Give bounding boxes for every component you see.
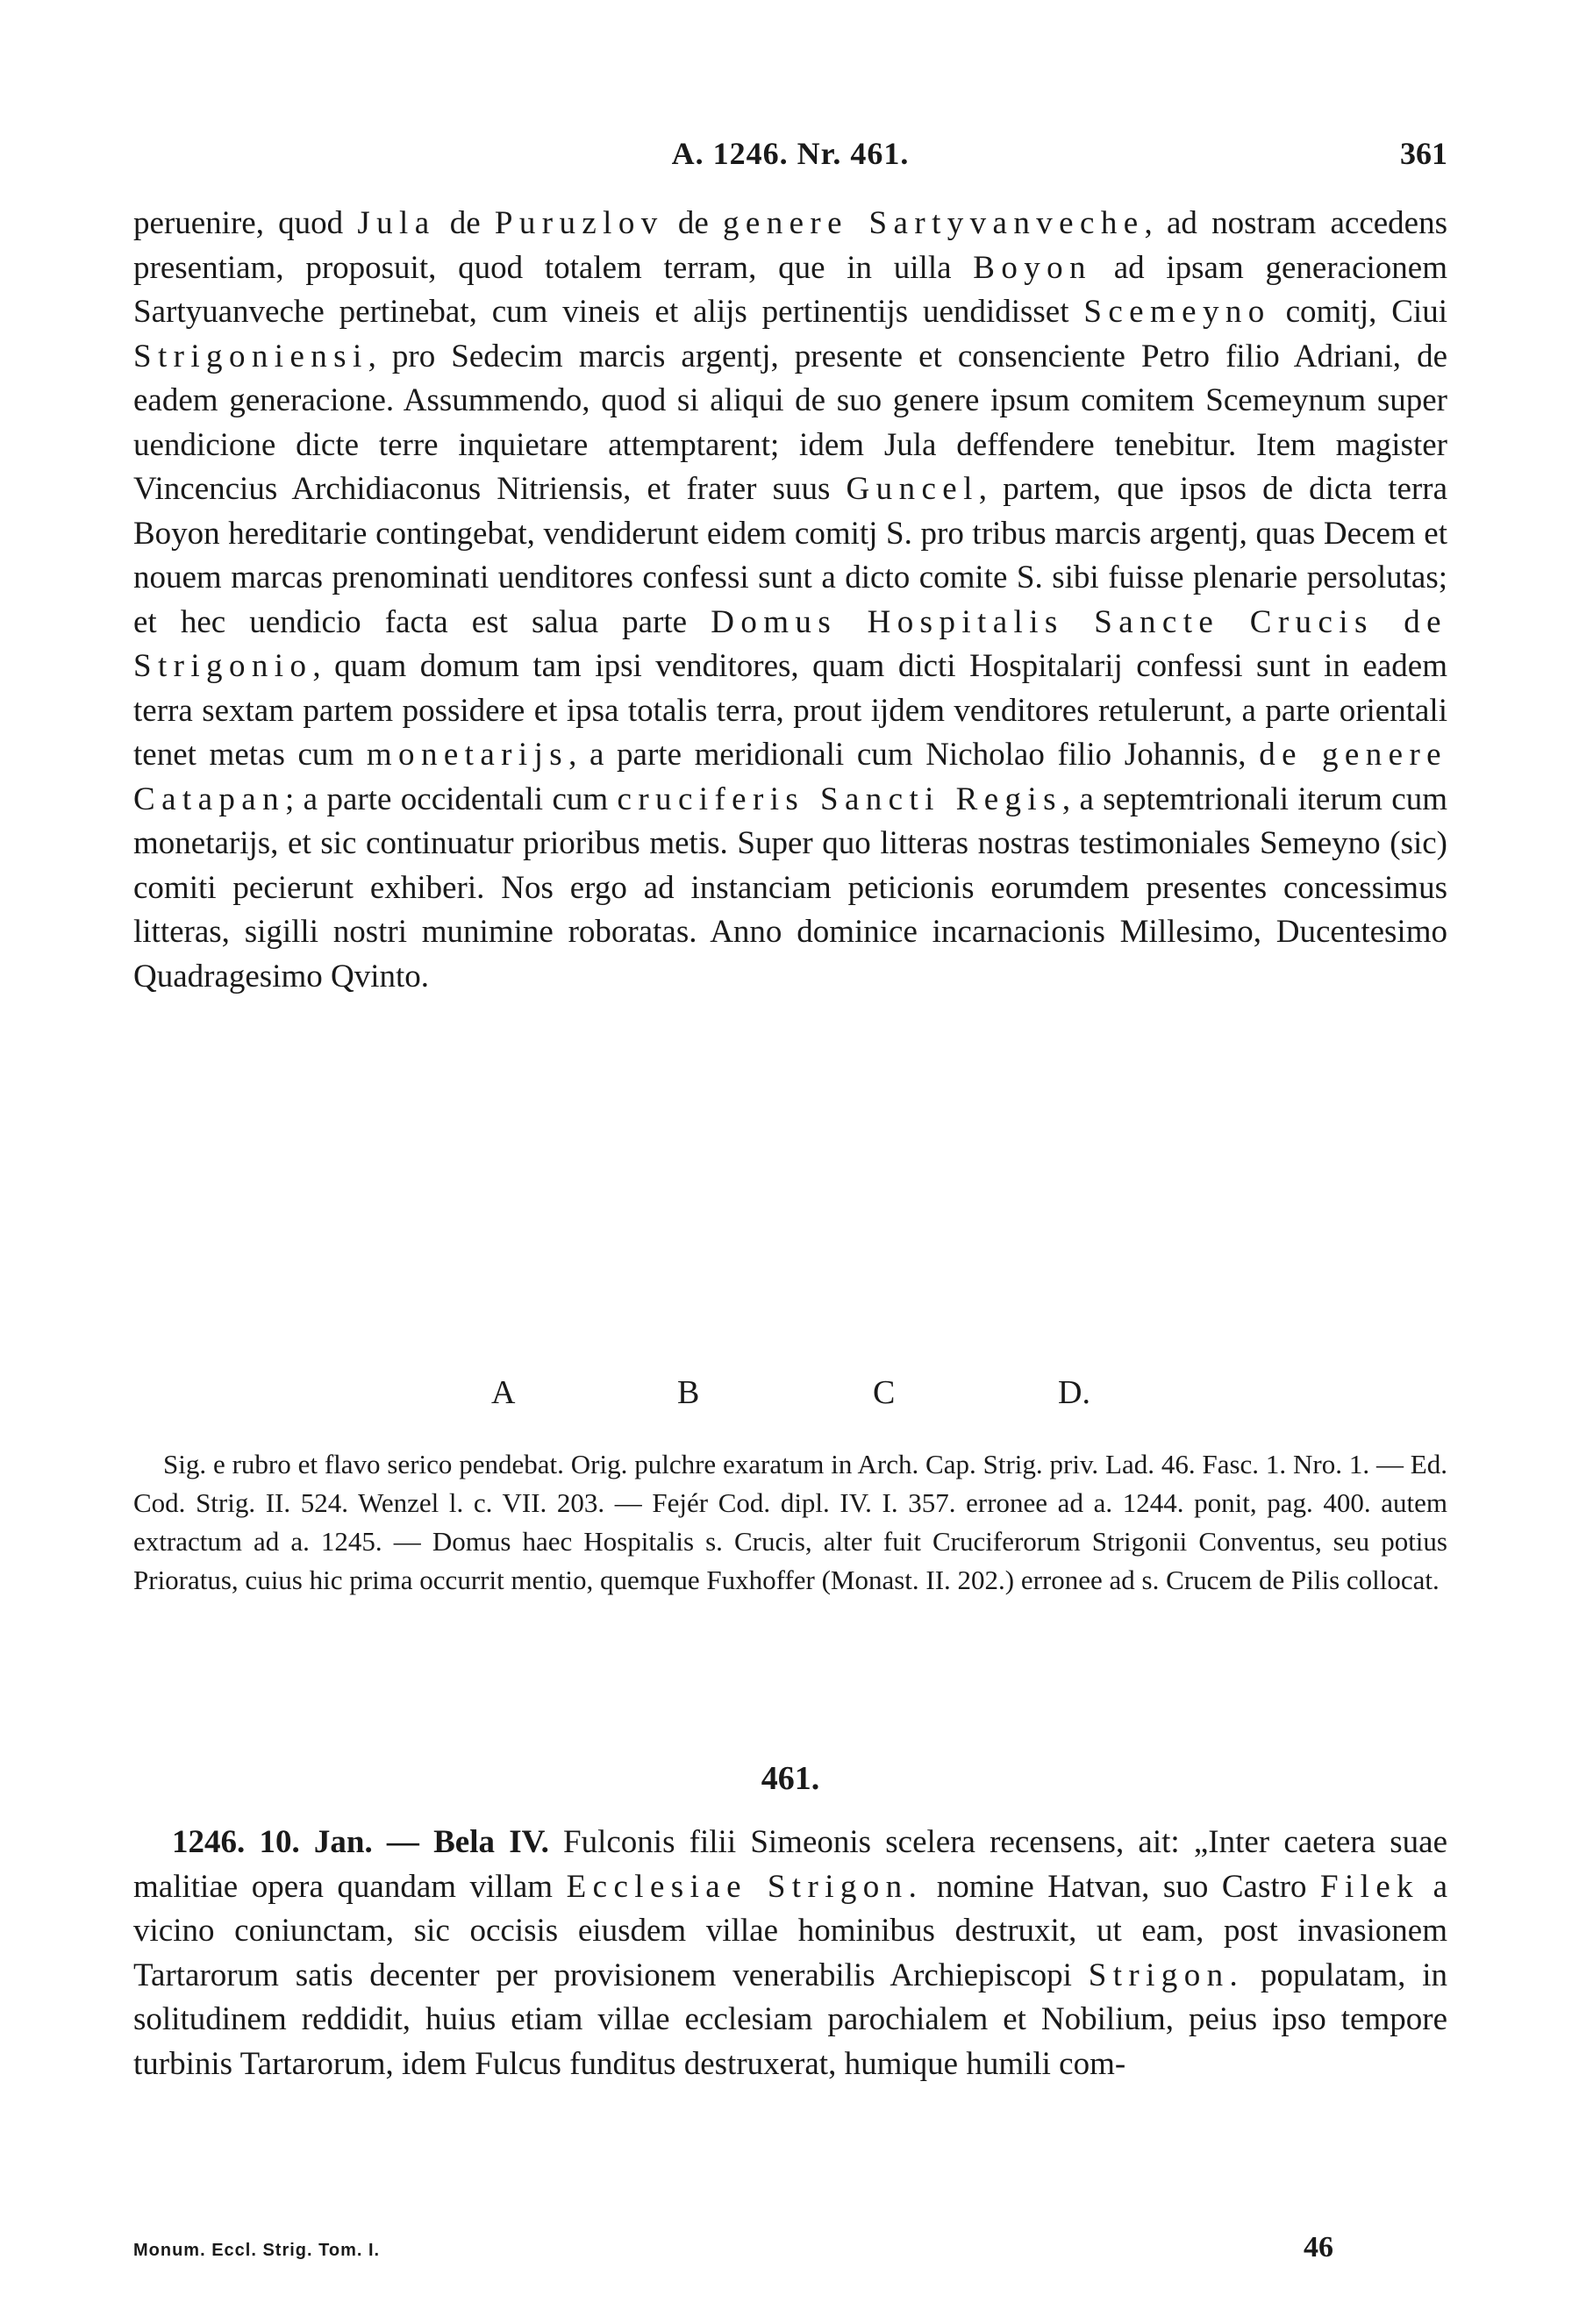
source-note-text: Sig. e rubro et flavo serico pendebat. Orig. pulchre exaratum in Arch. Cap. Strig. priv. Lad. 46. Fasc. 1. Nro. 1. — Ed. Cod. Strig. II. 524. Wenzel l. c. VII. 203. — Fejér Cod. dipl. IV. I. 357. erronee ad a. 1244. ponit, pag. 400. autem extractum ad a. 1245. — Domus haec Hospitalis s. Crucis, alter fuit Cruciferorum Strigonii Conventus, seu potius Prioratus, cuius hic prima occurrit mentio, quemque Fuxhoffer (Monast. II. 202.) erronee ad s. Crucem de Pilis collocat. (133, 1449, 1447, 1595)
charter-paragraph (133, 202, 1447, 999)
chirograph-letter-a: A (491, 1374, 516, 1411)
text-run: de (663, 205, 723, 241)
footer-signature: Monum. Eccl. Strig. Tom. I. (133, 2241, 381, 2260)
spaced-name: de genere Catapan (133, 737, 1447, 817)
charter-text (133, 202, 1447, 999)
spaced-name: Jula (357, 205, 436, 241)
text-run: nomine Hatvan, suo Castro (923, 1868, 1320, 1905)
text-run: , a parte meridionali cum Nicholao filio Johannis, (568, 737, 1260, 773)
text-run: Fulconis filii Simeonis scelera recensens, ait: „Inter caetera suae malitiae opera quandam villam (133, 1824, 1447, 1905)
page-number: 361 (1400, 136, 1447, 171)
sheet-number: 46 (1304, 2231, 1333, 2263)
text-run: a vicino coniunctam, sic occisis eiusdem villae hominibus destruxit, ut eam, post invasionem Tartarorum satis decenter per provisionem venerabilis Archiepiscopi (133, 1868, 1447, 1993)
spaced-name: cruciferis Sancti Regis (617, 781, 1062, 817)
text-run: , ad nostram accedens presentiam, proposuit, quod totalem terram, que in uilla (133, 205, 1447, 286)
text-run: , pro Sedecim marcis argentj, presente et consenciente Petro filio Adriani, de eadem generacione. Assummendo, quod si aliqui de suo genere ipsum comitem Scemeynum super uendicione dicte terre inquietare attemptarent; idem Jula deffendere tenebitur. Item magister Vincencius Archidiaconus Nitriensis, et frater suus (133, 338, 1447, 507)
spaced-name: Boyon (973, 249, 1092, 286)
document-page (133, 105, 1447, 2263)
text-run: populatam, in solitudinem reddidit, huius etiam villae ecclesiam parochialem et Nobilium, peius ipso tempore turbinis Tartarorum, idem Fulcus funditus destruxerat, humique humili com- (133, 1957, 1448, 2082)
spaced-name: Puruzlov (494, 205, 664, 241)
text-run: ; a parte occidentali cum (285, 781, 618, 817)
spaced-name: Domus Hospitalis Sancte Crucis de Strigonio (133, 603, 1447, 684)
spaced-name: genere Sartyvanveche (722, 205, 1145, 241)
text-run: ad ipsam generacionem Sartyuanveche pertinebat, cum vineis et alijs pertinentijs uendidisset (133, 249, 1447, 330)
document-number: 461. (761, 1760, 820, 1797)
chirograph-letters (133, 1368, 1447, 1417)
regest-paragraph (133, 1821, 1447, 2086)
regest-date-issuer: 1246. 10. Jan. — Bela IV. (172, 1824, 549, 1860)
running-head (133, 132, 1447, 175)
spaced-name: Strigoniensi (133, 338, 368, 374)
running-title: A. 1246. Nr. 461. (671, 136, 910, 171)
spaced-name: Ecclesiae Strigon. (566, 1868, 924, 1905)
page-footer (133, 2222, 1447, 2266)
text-run: comitj, Ciui (1270, 294, 1447, 330)
text-run: , partem, que ipsos de dicta terra Boyon hereditarie contingebat, vendiderunt eidem comitj S. pro tribus marcis argentj, quas Decem et nouem marcas prenominati uenditores confessi sunt a dicto comite S. sibi fuisse plenarie persolutas; et hec uendicio facta est salua parte (133, 471, 1447, 640)
spaced-name: Filek (1319, 1868, 1420, 1905)
spaced-name: monetarijs (366, 737, 569, 773)
spaced-name: Strigon. (1088, 1957, 1245, 1993)
text-run: , quam domum tam ipsi venditores, quam dicti Hospitalarij confessi sunt in eadem terra sextam partem possidere et ipsa totalis terra, prout ijdem venditores retulerunt, a parte orientali tenet metas cum (133, 648, 1447, 773)
chirograph-letter-d: D. (1058, 1374, 1090, 1411)
document-regest (133, 1821, 1447, 2086)
text-run: peruenire, quod (133, 205, 358, 241)
chirograph-letter-c: C (873, 1374, 896, 1411)
chirograph-letter-b: B (677, 1374, 700, 1411)
text-run: de (435, 205, 495, 241)
source-notes (133, 1445, 1447, 1600)
spaced-name: Scemeyno (1083, 294, 1271, 330)
spaced-name: Guncel (846, 471, 979, 507)
text-run: , a septemtrionali iterum cum monetarijs, et sic continuatur prioribus metis. Super quo litteras nostras testimoniales Semeyno (sic) comiti pecierunt exhiberi. Nos ergo ad instanciam peticionis eorumdem presentes concessimus litteras, sigilli nostri munimine roboratas. Anno dominice incarnacionis Millesimo, Ducentesimo Quadragesimo Qvinto. (133, 781, 1447, 994)
